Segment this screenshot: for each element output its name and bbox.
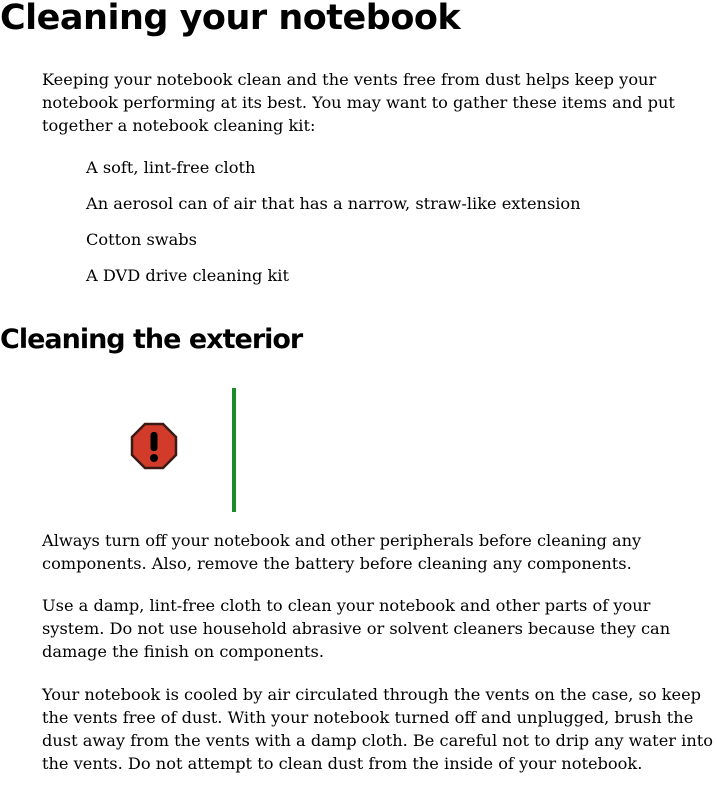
- list-item: A soft, lint-free cloth: [86, 158, 256, 177]
- warning-divider: [232, 388, 236, 512]
- body-paragraph: Use a damp, lint-free cloth to clean your notebook and other parts of your system. Do not use household abrasive or solvent cleaners because they can damage the finish on components.: [42, 596, 671, 661]
- warning-paragraph: Always turn off your notebook and other peripherals before cleaning any components. Also, remove the battery before cleaning any components.: [42, 531, 642, 573]
- list-item: Cotton swabs: [86, 230, 197, 249]
- cleaning-kit-list: [86, 155, 581, 299]
- intro-paragraph: Keeping your notebook clean and the vents free from dust helps keep your notebook performing at its best. You may want to gather these items and put together a notebook cleaning kit:: [42, 70, 675, 135]
- list-item: An aerosol can of air that has a narrow, straw-like extension: [86, 194, 581, 213]
- warning-octagon-icon: [130, 422, 178, 470]
- body-paragraph: Your notebook is cooled by air circulated through the vents on the case, so keep the vents free of dust. With your notebook turned off and unplugged, brush the dust away from the vents with a damp cloth. Be careful not to drip any water into the vents. Do not attempt to clean dust from the inside of your notebook.: [42, 685, 714, 773]
- list-item: A DVD drive cleaning kit: [86, 266, 289, 285]
- page-title: Cleaning your notebook: [0, 0, 461, 38]
- section-heading: Cleaning the exterior: [0, 324, 303, 355]
